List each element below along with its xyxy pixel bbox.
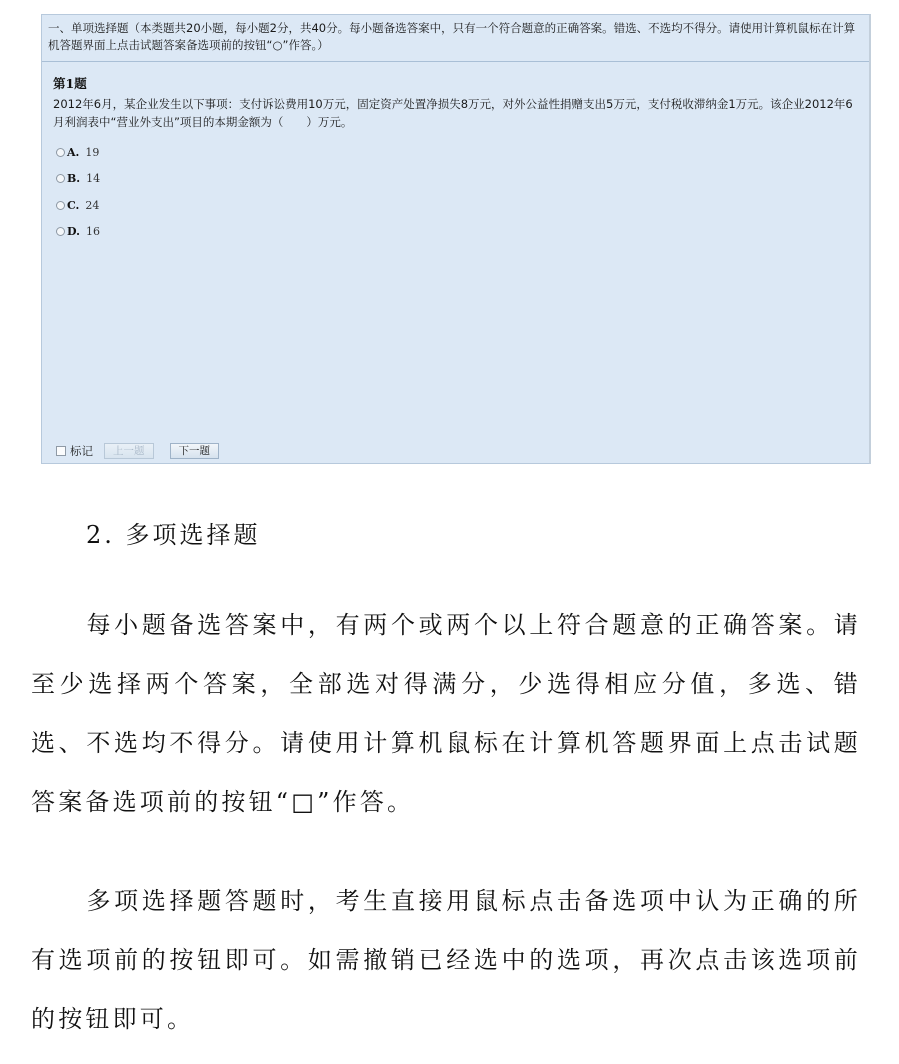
paragraph-answering xyxy=(31,872,861,1049)
question-text: 2012年6月，某企业发生以下事项：支付诉讼费用10万元，固定资产处置净损失8万元，对外公益性捐赠支出5万元，支付税收滞纳金1万元。该企业2012年6月利润表中“营业外支出”项目的本期金额为（ ）万元。 xyxy=(53,97,853,129)
next-question-button[interactable]: 下一题 xyxy=(170,443,220,459)
paragraph-text: 多项选择题答题时，考生直接用鼠标点击备选项中认为正确的所有选项前的按钮即可。如需撤销已经选中的选项，再次点击该选项前的按钮即可。 xyxy=(31,887,861,1033)
option-letter: D. xyxy=(67,225,80,239)
question-title: 第1题 xyxy=(53,76,87,91)
radio-button-icon[interactable] xyxy=(56,201,65,210)
answer-options xyxy=(56,139,100,245)
mark-label[interactable]: 标记 xyxy=(70,444,93,458)
option-d[interactable] xyxy=(56,219,100,246)
section-heading: 2. 多项选择题 xyxy=(86,521,261,549)
option-letter: C. xyxy=(67,198,80,212)
option-c[interactable] xyxy=(56,192,100,219)
exam-question-panel xyxy=(41,14,871,464)
option-value: 19 xyxy=(85,145,100,159)
question-nav-bar xyxy=(56,443,219,459)
option-letter: B. xyxy=(67,172,81,186)
option-value: 24 xyxy=(85,198,100,212)
option-value: 14 xyxy=(86,172,101,186)
option-a[interactable] xyxy=(56,139,100,166)
section-instructions: 一、单项选择题（本类题共20小题，每小题2分，共40分。每小题备选答案中，只有一个符合题意的正确答案。错选、不选均不得分。请使用计算机鼠标在计算机答题界面上点击试题答案备选项前的按钮“○”作答。） xyxy=(42,15,869,62)
paragraph-instructions xyxy=(31,596,861,832)
radio-button-icon[interactable] xyxy=(56,148,65,157)
option-value: 16 xyxy=(85,225,100,239)
option-b[interactable] xyxy=(56,166,100,193)
previous-question-button[interactable]: 上一题 xyxy=(104,443,154,459)
paragraph-text: 每小题备选答案中，有两个或两个以上符合题意的正确答案。请至少选择两个答案，全部选对得满分，少选得相应分值，多选、错选、不选均不得分。请使用计算机鼠标在计算机答题界面上点击试题答案备选项前的按钮“□”作答。 xyxy=(31,611,861,816)
radio-button-icon[interactable] xyxy=(56,174,65,183)
mark-checkbox[interactable] xyxy=(56,446,66,456)
option-letter: A. xyxy=(67,145,80,159)
radio-button-icon[interactable] xyxy=(56,227,65,236)
